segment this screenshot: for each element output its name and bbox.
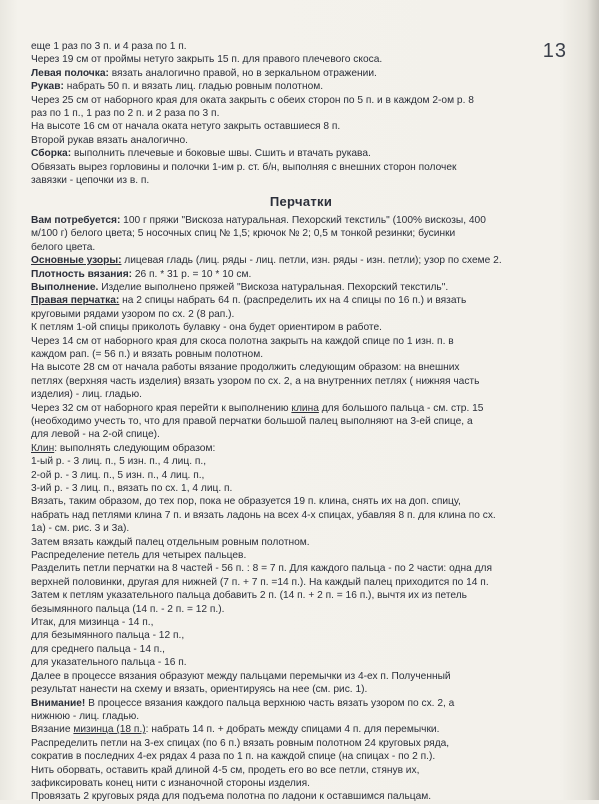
sleeve-text: набрать 50 п. и вязать лиц. гладью ровным полотном. [63,81,324,93]
text-line: Второй рукав вязать аналогично. [31,134,189,146]
text-line: для среднего пальца - 14 п., [31,643,165,655]
text-line: Далее в процессе вязания образуют между пальцами перемычки из 4-ех п. Полученный [31,670,451,682]
materials-text: 100 г пряжи "Вискоза натуральная. Пехорский текстиль" (100% вискозы, 400 [120,214,486,226]
text-line: Нить оборвать, оставить край длиной 4-5 см, продеть его во все петли, стянув их, [31,764,420,776]
execution-paragraph [31,281,571,294]
text-line: безымянного пальца (14 п. - 2 п. = 12 п.). [31,603,225,615]
text-line: Распределить петли на 3-ех спицах (по 6 п.) вязать ровным полотном 24 круговых ряда, [31,737,450,749]
text-line: белого цвета. [31,241,96,253]
text-line: результат нанести на схему и вязать, ориентируясь на нее (см. рис. 1). [31,684,368,696]
text-line: верхней половинки, другая для нижней (7 п. + 7 п. =14 п.). На каждый палец приходится по 14 п. [31,576,489,588]
thumb-wedge-link: клина [291,402,319,414]
left-front-text: вязать аналогично правой, но в зеркальном отражении. [108,67,377,79]
text-line: круговыми рядами узором по сх. 2 (8 рап.). [31,308,235,320]
text-line: Провязать 2 круговых ряда для подъема полотна по ладони к оставшимся пальцам. [31,791,432,803]
patterns-paragraph [31,254,571,267]
gauge-text: 26 п. * 31 р. = 10 * 10 см. [132,268,252,280]
text-line: раз по 1 п., 1 раз по 2 п. и 2 раза по 3 п. [31,108,220,120]
right-glove-text: на 2 спицы набрать 64 п. (распределить их на 4 спицы по 16 п.) и вязать [119,295,467,307]
sleeve-label: Рукав: [31,81,64,93]
text-line: набрать над петлями клина 7 п. и вязать ладонь на всех 4-х спицах, убавляя 8 п. для клина по сх. [31,509,496,521]
sleeve-paragraph [31,80,571,93]
text-line: сократив в последних 4-ех рядах 4 раза по 1 п. на каждой спице (на спицах - по 2 п.). [31,751,436,763]
thumb-paragraph [31,402,571,415]
text-line: Затем к петлям указательного пальца добавить 2 п. (14 п. + 2 п. = 16 п.), вычтя их из петель [31,590,467,602]
text-line: для безымянного пальца - 12 п., [31,630,185,642]
text-line: Через 19 см от проймы нетуго закрыть 15 п. для правого плечевого скоса. [31,54,383,66]
text-line: Итак, для мизинца - 14 п., [31,617,154,629]
text-line: 1-ый р. - 3 лиц. п., 5 изн. п., 4 лиц. п., [31,456,207,468]
patterns-label: Основные узоры: [31,255,122,267]
text-line: для левой - на 2-ой спице). [31,429,160,441]
left-front-label: Левая полочка: [31,67,109,79]
text-line: петлях (верхняя часть изделия) вязать узором по сх. 2, а на внутренних петлях ( нижняя часть [31,375,480,387]
pinky-text-pre: Вязание [31,724,74,736]
execution-label: Выполнение. [31,281,99,293]
text-line: завязки - цепочки из в. п. [31,175,150,187]
materials-label: Вам потребуется: [31,214,121,226]
text-line: Через 14 см от наборного края для скоса полотна закрыть на каждой спице по 1 изн. п. в [31,335,454,347]
text-line: На высоте 28 см от начала работы вязание продолжить следующим образом: на внешних [31,362,460,374]
text-line: изделия) - лиц. гладью. [31,389,142,401]
page-number: 13 [542,40,567,62]
right-glove-label: Правая перчатка: [31,295,120,307]
left-front-paragraph [31,67,571,80]
text-line: 3-ий р. - 3 лиц. п., вязать по сх. 1, 4 лиц. п. [31,483,233,494]
pinky-text-post: : набрать 14 п. + добрать между спицами 4 п. для перемычки. [145,724,440,736]
text-line: К петлям 1-ой спицы приколоть булавку - она будет ориентиром в работе. [31,322,382,334]
thumb-text-post: для большого пальца - см. стр. 15 [318,402,484,414]
text-line: для указательного пальца - 16 п. [31,657,187,669]
gauge-label: Плотность вязания: [31,268,133,280]
section-title: Перчатки [269,194,333,210]
text-line: 1а) - см. рис. 3 и 3а). [31,523,130,535]
attention-text: В процессе вязания каждого пальца верхнюю часть вязать узором по сх. 2, а [85,697,455,709]
text-line: Затем вязать каждый палец отдельным ровным полотном. [31,536,310,548]
attention-label: Внимание! [31,697,86,709]
text-line: зафиксировать конец нити с изнаночной стороны изделия. [31,777,310,789]
execution-text: Изделие выполнено пряжей "Вискоза натуральная. Пехорский текстиль". [98,281,449,293]
text-line: Вязать, таким образом, до тех пор, пока не образуется 19 п. клина, снять их на доп. спицу, [31,496,461,508]
wedge-paragraph [31,442,571,455]
text-line: (необходимо учесть то, что для правой перчатки большой палец выполняют на 3-ей спице, а [31,415,473,427]
wedge-text: : выполнять следующим образом: [54,442,216,454]
pinky-link: мизинца (18 п.) [73,724,146,736]
gauge-paragraph [31,268,571,281]
thumb-text-pre: Через 32 см от наборного края перейти к выполнению [31,402,292,414]
patterns-text: лицевая гладь (лиц. ряды - лиц. петли, изн. ряды - изн. петли); узор по схеме 2. [121,255,502,267]
assembly-label: Сборка: [31,148,72,160]
text-line: Распределение петель для четырех пальцев. [31,550,247,562]
text-line: еще 1 раз по 3 п. и 4 раза по 1 п. [31,41,187,52]
assembly-text: выполнить плечевые и боковые швы. Сшить и втачать рукава. [71,148,371,160]
text-line: Обвязать вырез горловины и полочки 1-им р. ст. б/н, выполняя с внешних сторон полочек [31,161,457,173]
text-line: На высоте 16 см от начала оката нетуго закрыть оставшиеся 8 п. [31,121,341,133]
text-line: нижнюю - лиц. гладью. [31,710,140,722]
materials-paragraph [31,214,571,227]
text-line: 2-ой р. - 3 лиц. п., 5 изн. п., 4 лиц. п., [31,469,205,481]
document-body [31,40,571,804]
text-line: каждом рап. (= 56 п.) и вязать ровным полотном. [31,348,264,360]
text-line: Разделить петли перчатки на 8 частей - 56 п. : 8 = 7 п. Для каждого пальца - по 2 части: одна для [31,563,492,575]
text-line: м/100 г) белого цвета; 5 носочных спиц № 1,5; крючок № 2; 0,5 м тонкой резинки; бусинки [31,228,456,240]
right-glove-paragraph [31,294,571,307]
pinky-paragraph [31,723,571,736]
assembly-paragraph [31,147,571,160]
text-line: Через 25 см от наборного края для оката закрыть с обеих сторон по 5 п. и в каждом 2-ом р. 8 [31,94,474,106]
page-edge-shadow [587,0,599,800]
attention-paragraph [31,697,571,710]
wedge-label: Клин [31,442,55,454]
